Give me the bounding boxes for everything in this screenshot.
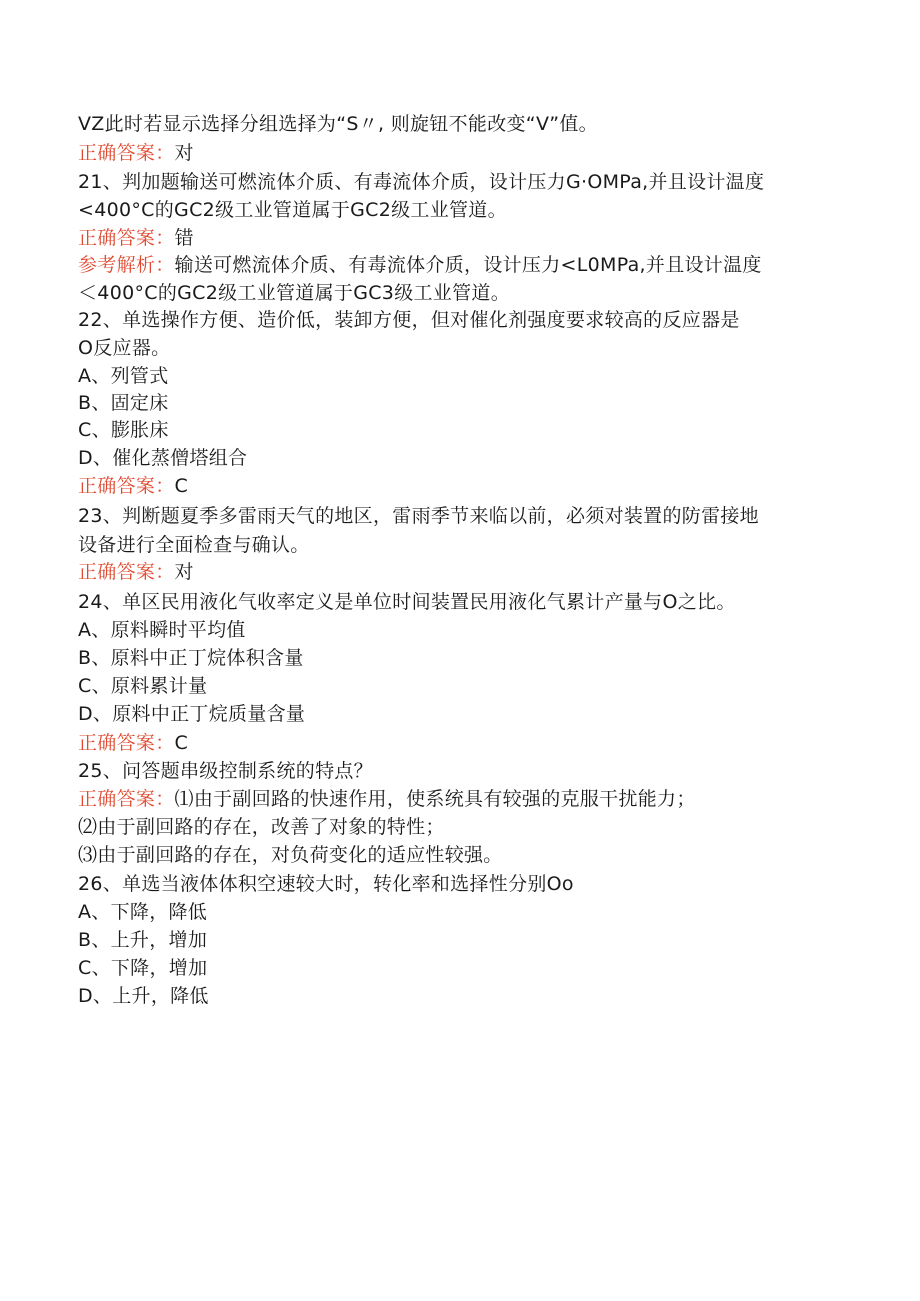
text-span: 设备进行全面检查与确认。 — [78, 534, 310, 556]
text-span: <400°C的GC2级工业管道属于GC2级工业管道。 — [78, 199, 507, 221]
text-span: A、列管式 — [78, 365, 169, 387]
option-a — [78, 362, 169, 390]
option-d — [78, 444, 247, 472]
answer-label: 正确答案： — [78, 788, 175, 810]
text-span: D、催化蒸僧塔组合 — [78, 447, 248, 469]
answer-label: 正确答案： — [78, 227, 175, 249]
option-b — [78, 644, 304, 672]
text-span: A、原料瞬时平均值 — [78, 619, 246, 641]
option-d — [78, 982, 209, 1010]
answer-line — [78, 139, 194, 167]
analysis-line — [78, 251, 762, 279]
answer-line — [78, 785, 696, 813]
text-span: ⑶由于副回路的存在，对负荷变化的适应性较强。 — [78, 844, 503, 866]
answer-value: C — [174, 732, 189, 754]
text-span: 21、判加题输送可燃流体介质、有毒流体介质，设计压力G·OMPa,并且设计温度 — [78, 171, 765, 193]
option-b — [78, 389, 169, 417]
text-span: B、上升，增加 — [78, 929, 208, 951]
text-span: 24、单区民用液化气收率定义是单位时间装置民用液化气累计产量与O之比。 — [78, 591, 736, 613]
text-line — [78, 196, 507, 224]
answer-line — [78, 729, 188, 757]
answer-value: 错 — [174, 227, 194, 249]
answer-line — [78, 558, 194, 586]
answer-value: ⑴由于副回路的快速作用，使系统具有较强的克服干扰能力； — [174, 788, 696, 810]
text-span: B、原料中正丁烷体积含量 — [78, 647, 304, 669]
text-span: 26、单选当液体体积空速较大时，转化率和选择性分别Oo — [78, 873, 574, 895]
text-span: B、固定床 — [78, 392, 169, 414]
option-c — [78, 416, 169, 444]
option-b — [78, 926, 207, 954]
text-span: VZ此时若显示选择分组选择为“S〃, 则旋钮不能改变“V”值。 — [78, 113, 598, 135]
text-span: ＜400°C的GC2级工业管道属于GC3级工业管道。 — [78, 282, 510, 304]
text-span: A、下降，降低 — [78, 901, 208, 923]
answer-label: 正确答案： — [78, 142, 175, 164]
analysis-value: 输送可燃流体介质、有毒流体介质，设计压力<L0MPa,并且设计温度 — [174, 254, 762, 276]
text-span: 23、判断题夏季多雷雨天气的地区，雷雨季节来临以前，必须对装置的防雷接地 — [78, 505, 759, 527]
question-25 — [78, 757, 373, 785]
answer-label: 正确答案： — [78, 732, 175, 754]
option-a — [78, 616, 246, 644]
question-21 — [78, 168, 764, 196]
answer-line — [78, 472, 188, 500]
option-c — [78, 672, 207, 700]
text-line — [78, 531, 310, 559]
text-line — [78, 841, 503, 869]
answer-value: C — [174, 475, 189, 497]
option-d — [78, 700, 305, 728]
text-span: C、原料累计量 — [78, 675, 208, 697]
answer-label: 正确答案： — [78, 475, 175, 497]
option-a — [78, 898, 207, 926]
option-c — [78, 954, 207, 982]
text-line — [78, 110, 598, 138]
text-span: ⑵由于副回路的存在，改善了对象的特性； — [78, 816, 445, 838]
text-line — [78, 334, 170, 362]
text-span: 22、单选操作方便、造价低，装卸方便，但对催化剂强度要求较高的反应器是 — [78, 309, 740, 331]
text-span: C、下降，增加 — [78, 957, 208, 979]
text-line — [78, 813, 445, 841]
answer-line — [78, 224, 194, 252]
question-26 — [78, 870, 574, 898]
question-24 — [78, 588, 736, 616]
text-span: 25、问答题串级控制系统的特点？ — [78, 760, 373, 782]
answer-value: 对 — [174, 561, 194, 583]
question-23 — [78, 502, 759, 530]
answer-value: 对 — [174, 142, 194, 164]
text-span: D、上升，降低 — [78, 985, 209, 1007]
answer-label: 正确答案： — [78, 561, 175, 583]
analysis-label: 参考解析： — [78, 254, 175, 276]
text-span: O反应器。 — [78, 337, 171, 359]
text-span: D、原料中正丁烷质量含量 — [78, 703, 306, 725]
text-span: C、膨胀床 — [78, 419, 169, 441]
question-22 — [78, 306, 740, 334]
text-line — [78, 279, 510, 307]
